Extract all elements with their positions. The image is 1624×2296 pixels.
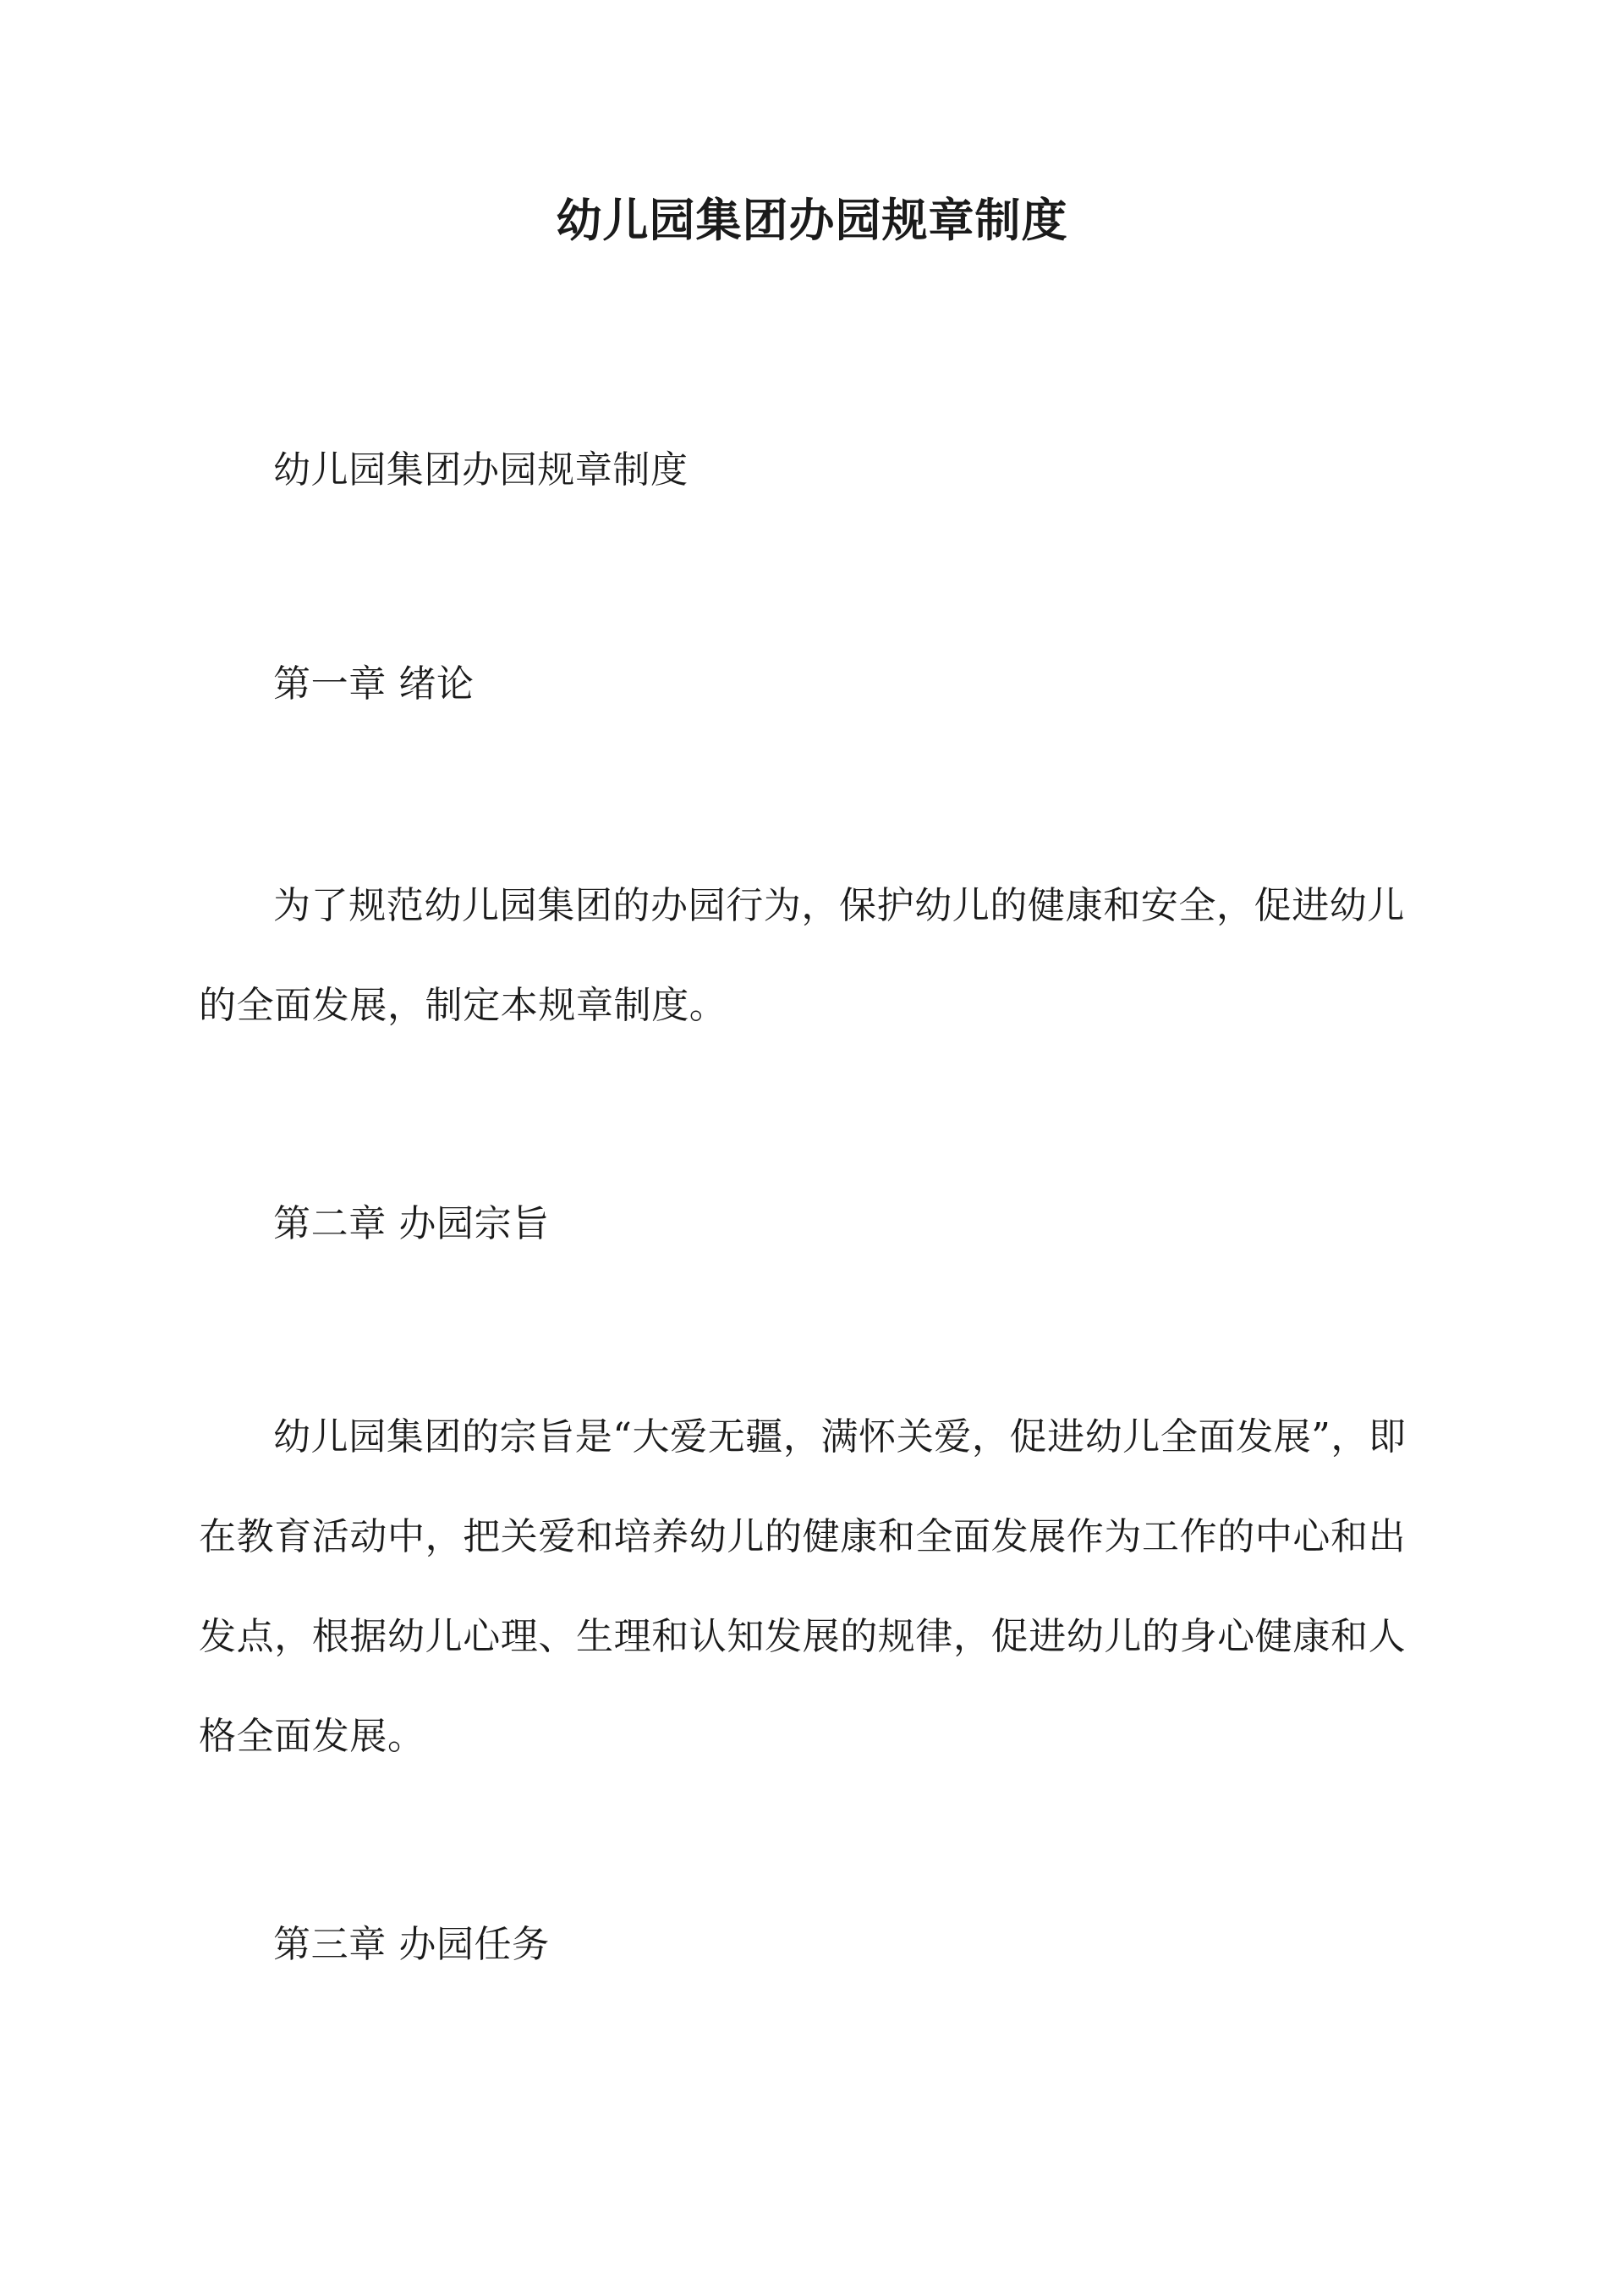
document-subtitle: 幼儿园集团办园规章制度 bbox=[273, 448, 689, 492]
document-title: 幼儿园集团办园规章制度 bbox=[556, 193, 1068, 247]
chapter-2-paragraph: 幼儿园集团的宗旨是“大爱无疆，满怀关爱，促进幼儿全面发展”，即在教育活动中，把关爱和培养幼儿的健康和全面发展作为工作的中心和出发点，根据幼儿心理、生理和认知发展的规律，促进幼儿的身心健康和人格全面发展。 bbox=[199, 1415, 1407, 1758]
chapter-1-heading: 第一章 绪论 bbox=[273, 662, 475, 706]
chapter-3-heading: 第三章 办园任务 bbox=[273, 1923, 550, 1966]
chapter-2-heading: 第二章 办园宗旨 bbox=[273, 1202, 550, 1245]
chapter-1-paragraph: 为了规范幼儿园集团的办园行为，保护幼儿的健康和安全，促进幼儿的全面发展，制定本规章制度。 bbox=[199, 884, 1405, 1027]
